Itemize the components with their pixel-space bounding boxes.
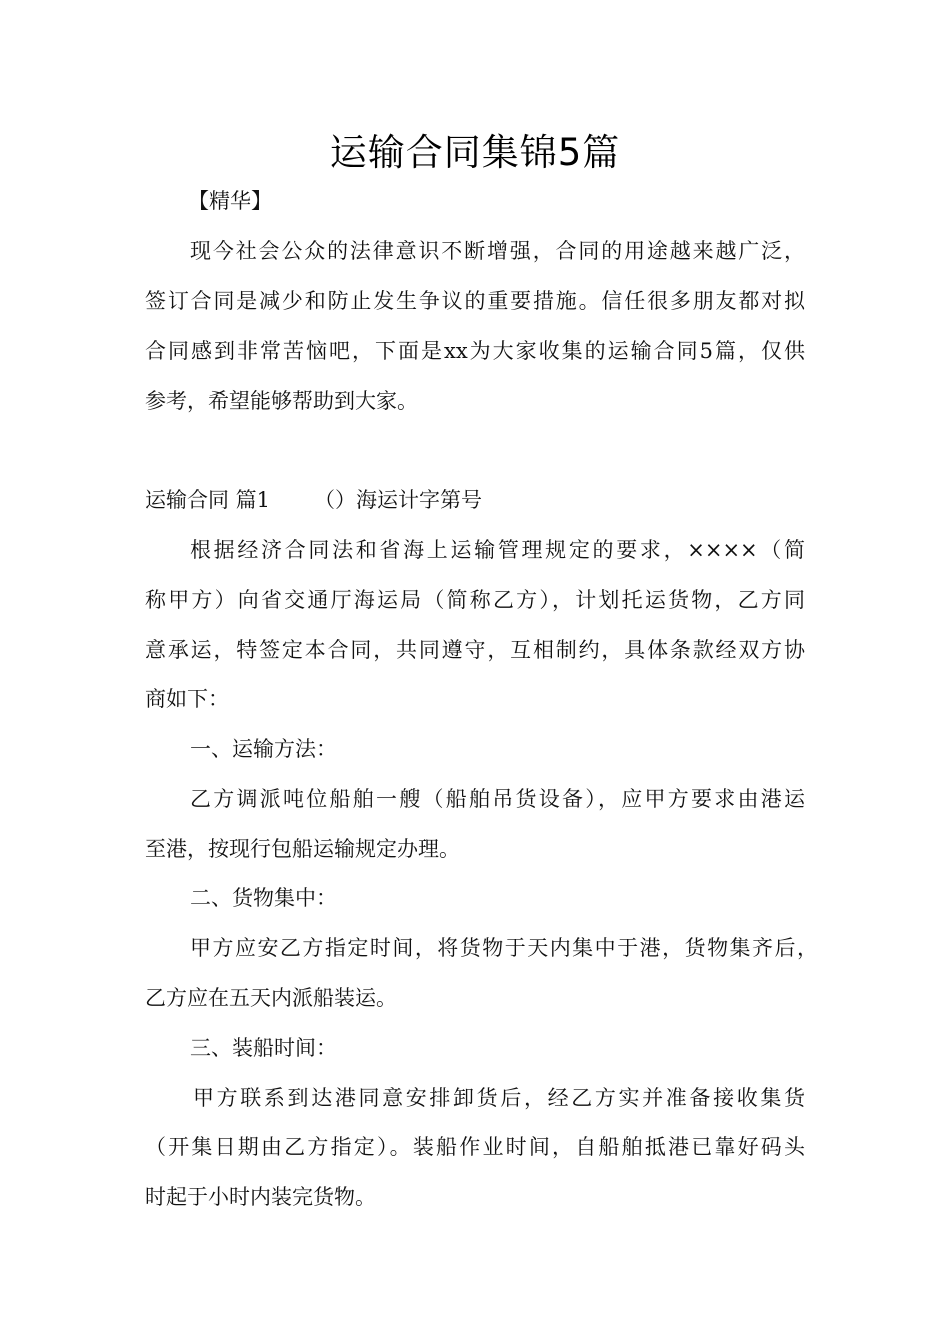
clause-3-line-2: （开集日期由乙方指定）。装船作业时间，自船舶抵港已靠好码头: [145, 1135, 805, 1159]
document-tag: 【精华】: [188, 189, 272, 213]
intro-line-3: 合同感到非常苦恼吧，下面是xx为大家收集的运输合同5篇，仅供: [145, 339, 805, 363]
section-title: 运输合同 篇1: [145, 488, 271, 512]
intro-line-1: 现今社会公众的法律意识不断增强，合同的用途越来越广泛，: [190, 239, 805, 263]
preamble-line-3: 意承运，特签定本合同，共同遵守，互相制约，具体条款经双方协: [145, 638, 805, 662]
clause-3-heading: 三、装船时间：: [190, 1036, 337, 1060]
preamble-line-2: 称甲方）向省交通厅海运局（简称乙方），计划托运货物，乙方同: [145, 588, 805, 612]
section-heading: [145, 485, 482, 515]
clause-1-line-1: 乙方调派吨位船舶一艘（船舶吊货设备），应甲方要求由港运: [190, 787, 805, 811]
clause-1-heading: 一、运输方法：: [190, 737, 337, 761]
clause-2-line-2: 乙方应在五天内派船装运。: [145, 986, 397, 1010]
intro-line-4: 参考，希望能够帮助到大家。: [145, 389, 418, 413]
clause-3-line-3: 时起于小时内装完货物。: [145, 1185, 376, 1209]
clause-2-line-1: 甲方应安乙方指定时间，将货物于天内集中于港，货物集齐后，: [190, 936, 818, 960]
clause-1-line-2: 至港，按现行包船运输规定办理。: [145, 837, 460, 861]
preamble-line-1: 根据经济合同法和省海上运输管理规定的要求，××××（简: [190, 538, 805, 562]
document-title: 运输合同集锦5篇: [329, 131, 621, 174]
clause-2-heading: 二、货物集中：: [190, 886, 337, 910]
intro-line-2: 签订合同是减少和防止发生争议的重要措施。信任很多朋友都对拟: [145, 289, 805, 313]
clause-3-line-1: 甲方联系到达港同意安排卸货后，经乙方实并准备接收集货: [193, 1086, 805, 1110]
contract-number: （）海运计字第号: [314, 488, 483, 512]
preamble-line-4: 商如下：: [145, 687, 229, 711]
